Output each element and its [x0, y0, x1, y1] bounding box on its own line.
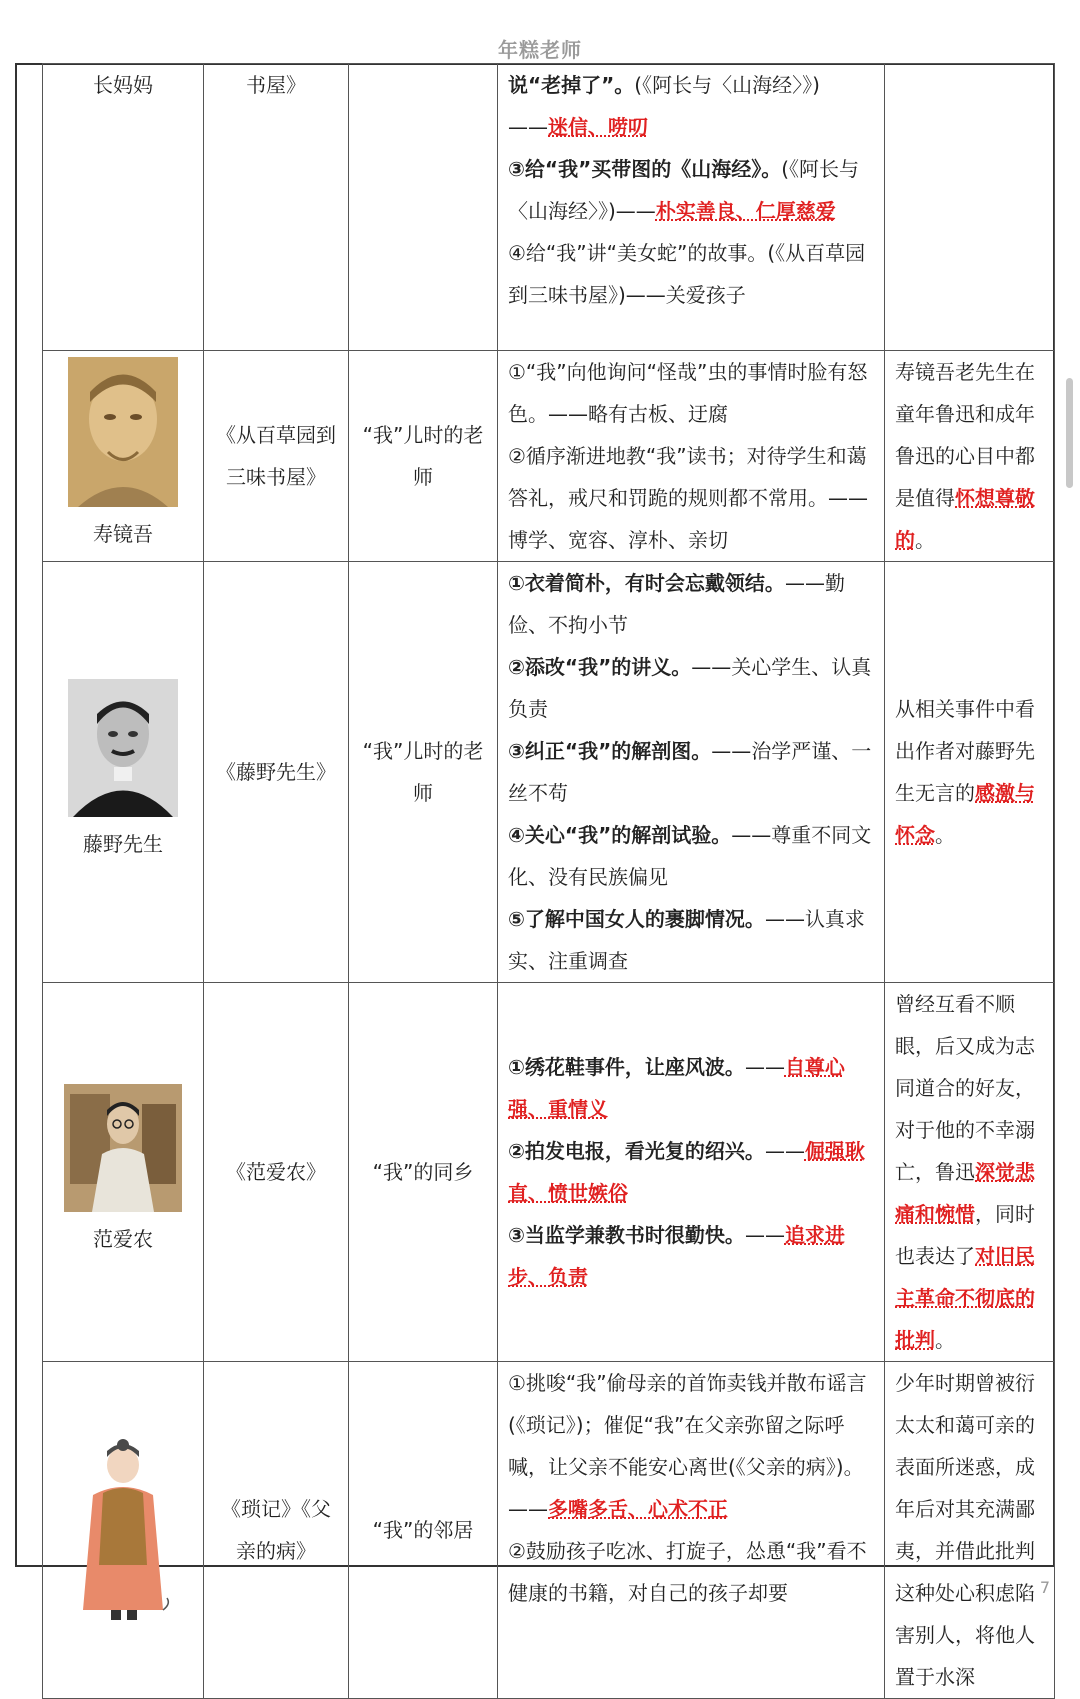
trait-highlight: 多嘴多舌、心术不正 [548, 1497, 728, 1521]
table-row [43, 64, 1055, 351]
event-text: ③纠正“我”的解剖图。 [508, 739, 712, 763]
portrait-fujino [68, 679, 178, 817]
table-row [43, 562, 1055, 983]
event-text: ②拍发电报，看光复的绍兴。 [508, 1139, 765, 1163]
work-cell [204, 351, 349, 562]
table-row [43, 983, 1055, 1362]
trait-highlight: 自尊心强、重情义 [508, 1055, 845, 1121]
scrollbar-thumb[interactable] [1066, 378, 1073, 488]
note-cell [885, 1362, 1055, 1699]
work-cell [204, 983, 349, 1362]
table-row [43, 351, 1055, 562]
event-trait: ——尊重不同文化、没有民族偏见 [508, 823, 872, 889]
portrait-yan-taitai [63, 1435, 183, 1625]
work-cell [204, 562, 349, 983]
note-highlight: 怀想尊敬的 [895, 486, 1035, 552]
relation-text: “我”儿时的老师 [362, 423, 484, 489]
event-text: ③当监学兼教书时很勤快。 [508, 1223, 745, 1247]
relation-cell [349, 351, 498, 562]
events-cell [498, 351, 885, 562]
event-trait: ——关心学生、认真负责 [508, 655, 872, 721]
event-source: (《阿长与〈山海经〉》) [634, 73, 820, 97]
character-name: 寿镜吾 [93, 522, 153, 546]
relation-cell [349, 1362, 498, 1699]
note-cell [885, 64, 1055, 351]
event-text: ⑤了解中国女人的裹脚情况。 [508, 907, 765, 931]
note-text: ，同时也表达了 [895, 1202, 1035, 1268]
note-highlight: 感激与怀念 [895, 781, 1035, 847]
work-title: 《从百草园到三味书屋》 [216, 423, 336, 489]
watermark-title: 年糕老师 [498, 38, 582, 62]
relation-cell [349, 983, 498, 1362]
name-cell [43, 64, 204, 351]
trait-highlight: 倔强耿直、愤世嫉俗 [508, 1139, 865, 1205]
event-text: ④给“我”讲“美女蛇”的故事。(《从百草园到三味书屋》)——关爱孩子 [508, 241, 866, 307]
work-cell [204, 1362, 349, 1699]
note-text: 从相关事件中看出作者对藤野先生无言的 [895, 697, 1035, 805]
trait-highlight: 追求进步、负责 [508, 1223, 845, 1289]
note-highlight: 深觉悲痛和惋惜 [895, 1160, 1035, 1226]
trait-highlight: 迷信、唠叨 [548, 115, 648, 139]
event-trait: ——治学严谨、一丝不苟 [508, 739, 872, 805]
event-text: ②循序渐进地教“我”读书；对待学生和蔼答礼，戒尺和罚跪的规则都不常用。——博学、宽容、淳朴、亲切 [508, 444, 868, 552]
events-cell [498, 562, 885, 983]
event-dash: —— [764, 1139, 805, 1163]
work-title: 书屋》 [246, 73, 306, 97]
note-highlight: 对旧民主革命不彻底的批判 [895, 1244, 1035, 1352]
character-name: 长妈妈 [93, 73, 153, 97]
character-table [42, 63, 1055, 1699]
name-cell [43, 983, 204, 1362]
name-cell [43, 562, 204, 983]
event-text: ①“我”向他询问“怪哉”虫的事情时脸有怒色。——略有古板、迂腐 [508, 360, 868, 426]
event-text: 说“老掉了”。 [508, 73, 635, 97]
note-text: 。 [935, 1328, 955, 1352]
event-source: (《阿长与〈山海经〉》)—— [508, 157, 860, 223]
note-cell [885, 983, 1055, 1362]
event-trait: ——勤俭、不拘小节 [508, 571, 845, 637]
relation-cell [349, 562, 498, 983]
work-title: 《藤野先生》 [216, 760, 336, 784]
portrait-shou-jingwu [68, 357, 178, 507]
portrait-fan-ainong [64, 1084, 182, 1212]
work-title: 《范爱农》 [226, 1160, 326, 1184]
note-cell [885, 351, 1055, 562]
events-cell [498, 64, 885, 351]
note-cell [885, 562, 1055, 983]
event-text: ②添改“我”的讲义。 [508, 655, 692, 679]
work-title: 《琐记》《父亲的病》 [221, 1497, 331, 1563]
relation-text: “我”儿时的老师 [362, 739, 484, 805]
note-text: 曾经互看不顺眼，后又成为志同道合的好友，对于他的不幸溺亡，鲁迅 [895, 992, 1035, 1184]
relation-text: “我”的同乡 [372, 1160, 474, 1184]
events-cell [498, 983, 885, 1362]
event-dash: —— [744, 1055, 785, 1079]
name-cell [43, 351, 204, 562]
event-text: ①挑唆“我”偷母亲的首饰卖钱并散布谣言(《琐记》)；催促“我”在父亲弥留之际呼喊，让父亲不能安心离世(《父亲的病》)。—— [508, 1371, 867, 1521]
event-dash: —— [744, 1223, 785, 1247]
table-row [43, 1362, 1055, 1699]
event-dash: —— [508, 115, 548, 139]
event-text: ①衣着简朴，有时会忘戴领结。 [508, 571, 785, 595]
character-name: 范爱农 [93, 1227, 153, 1251]
character-name: 藤野先生 [83, 832, 163, 856]
note-text: 。 [915, 528, 935, 552]
name-cell [43, 1362, 204, 1699]
relation-cell [349, 64, 498, 351]
work-cell [204, 64, 349, 351]
page-number: 7 [1039, 1578, 1050, 1597]
trait-highlight: 朴实善良、仁厚慈爱 [655, 199, 836, 223]
note-text: 。 [935, 823, 955, 847]
event-text: ④关心“我”的解剖试验。 [508, 823, 732, 847]
relation-text: “我”的邻居 [372, 1518, 474, 1542]
note-text: 少年时期曾被衍太太和蔼可亲的表面所迷惑，成年后对其充满鄙夷，并借此批判这种处心积虑陷害别人，将他人置于水深 [895, 1371, 1035, 1689]
event-text: ③给“我”买带图的《山海经》。 [508, 157, 782, 181]
note-text: 寿镜吾老先生在童年鲁迅和成年鲁迅的心目中都是值得 [895, 360, 1035, 510]
events-cell [498, 1362, 885, 1699]
event-trait: ——认真求实、注重调查 [508, 907, 865, 973]
event-text: ②鼓励孩子吃冰、打旋子，怂恿“我”看不健康的书籍，对自己的孩子却要 [508, 1539, 867, 1605]
event-text: ①绣花鞋事件，让座风波。 [508, 1055, 745, 1079]
